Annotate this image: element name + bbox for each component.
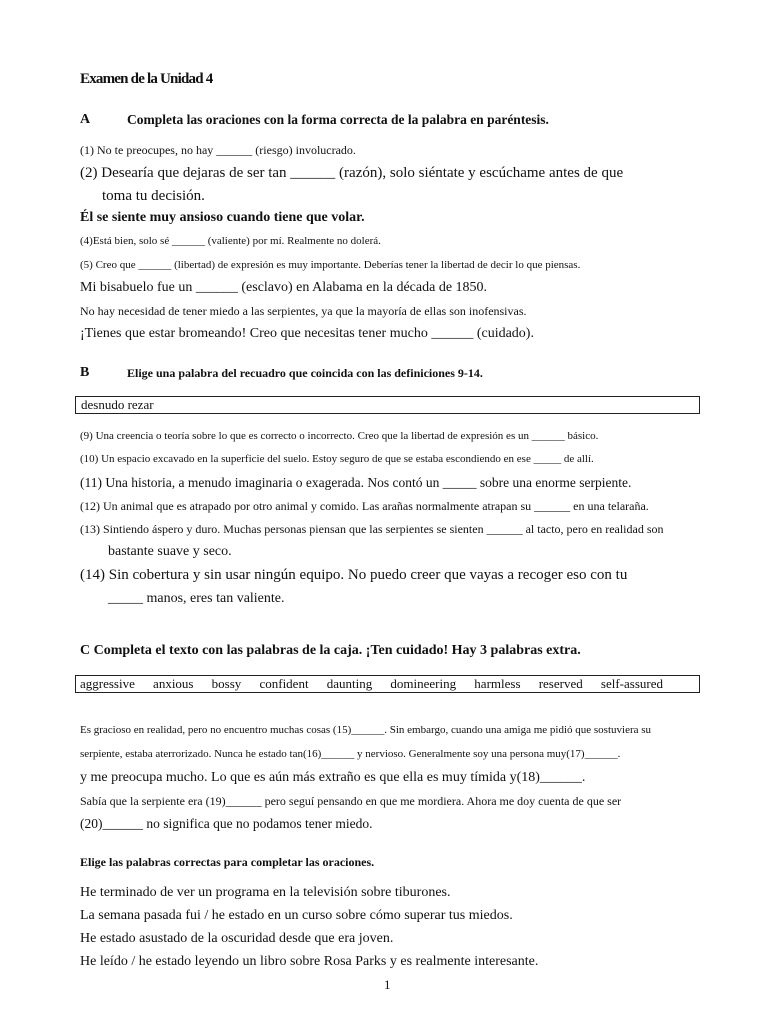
- exercise-line: No hay necesidad de tener miedo a las serpientes, ya que la mayoría de ellas son inofensivas.: [80, 304, 527, 318]
- word-bank-item: domineering: [390, 676, 457, 691]
- passage-line: serpiente, estaba aterrorizado. Nunca he estado tan(16)______ y nervioso. Generalmente soy una persona muy(17)______.: [80, 748, 621, 760]
- section-a-letter: A: [80, 112, 91, 127]
- sentence-line: La semana pasada fui / he estado en un curso sobre cómo superar tus miedos.: [80, 908, 513, 923]
- word-bank-item: self-assured: [600, 676, 663, 691]
- page-number: 1: [384, 977, 391, 992]
- definition-line: (10) Un espacio excavado en la superficie del suelo. Estoy seguro de que se estaba escondiendo en ese _____ de allí.: [80, 453, 594, 465]
- word-bank-item: aggressive: [80, 676, 135, 691]
- definition-line-continuation: _____ manos, eres tan valiente.: [108, 591, 285, 606]
- word-bank-item: anxious: [153, 676, 194, 691]
- definition-line: (13) Sintiendo áspero y duro. Muchas personas piensan que las serpientes se sienten ______ al tacto, pero en realidad son: [80, 522, 664, 536]
- section-a-instruction: Completa las oraciones con la forma correcta de la palabra en paréntesis.: [127, 112, 549, 127]
- section-d-instruction: Elige las palabras correctas para completar las oraciones.: [80, 855, 375, 869]
- word-box: [75, 396, 700, 414]
- word-bank-item: confident: [259, 676, 309, 691]
- exercise-line: (2) Desearía que dejaras de ser tan ______ (razón), solo siéntate y escúchame antes de que: [80, 165, 624, 181]
- word-bank-item: harmless: [474, 676, 521, 691]
- sentence-line: He terminado de ver un programa en la televisión sobre tiburones.: [80, 885, 451, 900]
- word-bank-item: daunting: [326, 676, 373, 691]
- exercise-line: ¡Tienes que estar bromeando! Creo que necesitas tener mucho ______ (cuidado).: [80, 326, 534, 341]
- exercise-line: Mi bisabuelo fue un ______ (esclavo) en Alabama en la década de 1850.: [80, 280, 488, 295]
- sentence-line: He estado asustado de la oscuridad desde que era joven.: [80, 931, 394, 946]
- definition-line: (14) Sin cobertura y sin usar ningún equipo. No puedo creer que vayas a recoger eso con tu: [80, 567, 628, 583]
- exercise-line: Él se siente muy ansioso cuando tiene que volar.: [80, 210, 365, 225]
- passage-line: Sabía que la serpiente era (19)______ pero seguí pensando en que me mordiera. Ahora me doy cuenta de que ser: [80, 794, 622, 808]
- section-b-letter: B: [80, 365, 90, 380]
- section-c-heading: C Completa el texto con las palabras de la caja. ¡Ten cuidado! Hay 3 palabras extra.: [80, 643, 581, 658]
- passage-line: y me preocupa mucho. Lo que es aún más extraño es que ella es muy tímida y(18)______.: [80, 770, 586, 785]
- word-bank-item: bossy: [211, 676, 242, 691]
- page-title: Examen de la Unidad 4: [80, 71, 213, 87]
- definition-line-continuation: bastante suave y seco.: [108, 544, 232, 559]
- word-bank-box: [75, 675, 700, 693]
- sentence-line: He leído / he estado leyendo un libro sobre Rosa Parks y es realmente interesante.: [80, 954, 539, 969]
- definition-line: (11) Una historia, a menudo imaginaria o exagerada. Nos contó un _____ sobre una enorme serpiente.: [80, 475, 632, 490]
- exercise-line: (5) Creo que ______ (libertad) de expresión es muy importante. Deberías tener la libertad de decir lo que piensas.: [80, 259, 581, 271]
- definition-line: (9) Una creencia o teoría sobre lo que es correcto o incorrecto. Creo que la libertad de expresión es un ______ básico.: [80, 430, 599, 442]
- exercise-line: (4)Está bien, solo sé ______ (valiente) por mí. Realmente no dolerá.: [80, 235, 381, 247]
- passage-line: (20)______ no significa que no podamos tener miedo.: [80, 816, 373, 831]
- exercise-line: (1) No te preocupes, no hay ______ (riesgo) involucrado.: [80, 143, 356, 157]
- word-bank-item: reserved: [538, 676, 583, 691]
- section-b-instruction: Elige una palabra del recuadro que coincida con las definiciones 9-14.: [127, 366, 483, 380]
- word-box-text: desnudo rezar: [81, 397, 154, 412]
- passage-line: Es gracioso en realidad, pero no encuentro muchas cosas (15)______. Sin embargo, cuando una amiga me pidió que sostuviera su: [80, 724, 652, 736]
- definition-line: (12) Un animal que es atrapado por otro animal y comido. Las arañas normalmente atrapan su ______ en una telaraña.: [80, 499, 649, 513]
- exercise-line-continuation: toma tu decisión.: [102, 188, 205, 204]
